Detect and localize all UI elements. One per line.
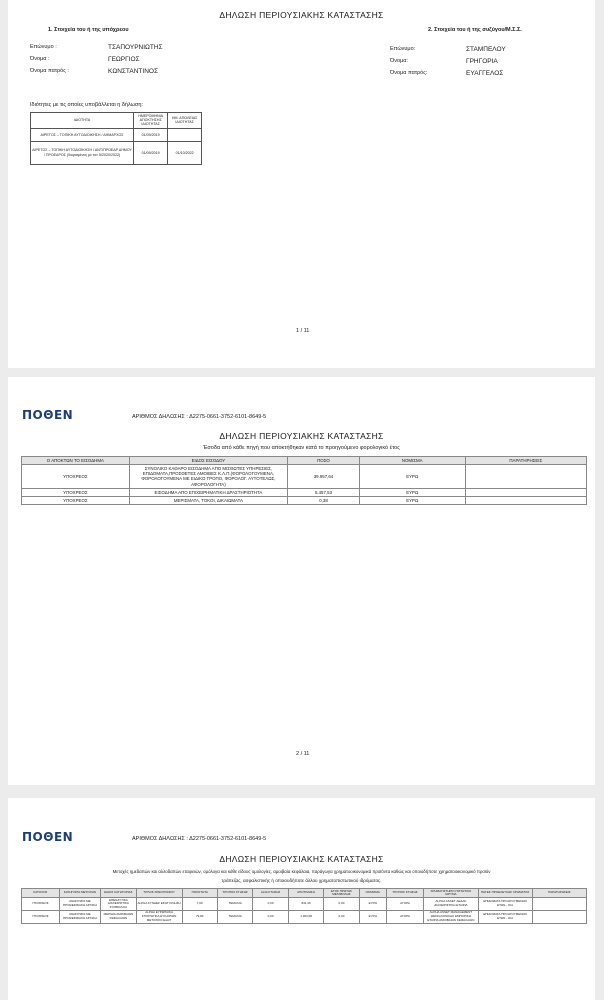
table-cell: ΜΕΡΙΣΜΑΤΑ, ΤΟΚΟΙ, ΔΙΚΑΙΩΜΑΤΑ: [129, 497, 287, 505]
surname-value: ΤΣΑΠΟΥΡΝΙΩΤΗΣ: [108, 43, 163, 51]
securities-subtitle-line-2: τράπεζας, ασφαλιστικής ή οποιουδήποτε άλλου χρηματοπιστωτικού ιδρύματος.: [221, 878, 382, 883]
table-cell: ΕΥΡΩ: [359, 898, 386, 911]
income-table: [21, 456, 587, 505]
table-cell: ΕΠΕΝΔΥΤΙΚΑ ΔΙΑΧΕΙΡΙΣΤΙΚΑ ΣΥΜΒΟΛΑΙΑ: [101, 898, 136, 911]
name-label: Όνομα :: [30, 56, 50, 62]
table-row: [22, 488, 587, 496]
table-cell: ΕΥΡΩ: [359, 497, 465, 505]
page-title: ΔΗΛΩΣΗ ΠΕΡΙΟΥΣΙΑΚΗΣ ΚΑΤΑΣΤΑΣΗΣ: [219, 431, 384, 441]
table-cell: ALPHA ΣΥΝΔΕΣ ΕΣΩΤ ΚΙΝΗΣΗ: [136, 898, 182, 911]
header-first-change-year: ΕΤΟΣ ΠΡΩΤΗΣ ΜΕΤΑΒΟΛΗΣ: [324, 889, 359, 898]
table-cell: 0,38: [288, 497, 360, 505]
table-cell: 841,36: [288, 898, 323, 911]
header-money-source: ΠΗΓΕΣ ΠΡΟΕΛΕΥΣΗΣ ΧΡΗΜΑΤΟΣ: [478, 889, 532, 898]
securities-table: [21, 888, 587, 924]
table-cell: ΕΥΡΩ: [359, 910, 386, 923]
table-cell: ΣΥΝΟΛΙΚΟ ΚΑΘΑΡΟ ΕΙΣΟΔΗΜΑ ΑΠΟ ΜΙΣΘΩΤΕΣ ΥΠΗΡΕΣΙΕΣ, ΕΠΙΔΟΜΑΤΑ,ΠΡΟΣΘΕΤΕΣ ΑΜΟΙΒΕΣ Κ.Λ.Π.(ΦΟΡΟΛΟΓΟΥΜΕΝΑ, ΦΟΡΟΛΟΓΟΥΜΕΝΑ ΜΕ ΕΙΔΙΚΟ ΤΡΟΠΟ, ΦΟΡΟΛΟΓ. ΑΥΤΟΤΕΛΩΣ, ΑΦΟΡΟΛΟΓΗΤΑ): [129, 465, 287, 489]
table-cell: 5.457,53: [288, 488, 360, 496]
table-cell: ΕΙΣΟΔΗΜΑ ΑΠΟ ΕΠΙΧΕΙΡΗΜΑΤΙΚΗ ΔΡΑΣΤΗΡΙΟΤΗΤΑ: [129, 488, 287, 496]
table-cell: [532, 898, 586, 911]
header-exchange-institution: ΧΡΗΜΑΤΙΣΤΗΡΙΟ ΠΙΣΤΩΤΙΚΟ ΙΔΡΥΜΑ: [424, 889, 478, 898]
page-number: 1 / 11: [296, 328, 310, 334]
table-cell: ΑΓΟΡΑ: [386, 898, 424, 911]
page-title: ΔΗΛΩΣΗ ΠΕΡΙΟΥΣΙΑΚΗΣ ΚΑΤΑΣΤΑΣΗΣ: [219, 10, 384, 20]
table-cell: 01/09/2019: [134, 128, 168, 141]
spouse-father-name-value: ΕΥΑΓΓΕΛΟΣ: [466, 69, 504, 77]
table-cell: ΥΠΟΧΡΕΟΣ: [22, 898, 60, 911]
document-page-2: [8, 377, 595, 785]
page-title: ΔΗΛΩΣΗ ΠΕΡΙΟΥΣΙΑΚΗΣ ΚΑΤΑΣΤΑΣΗΣ: [219, 854, 384, 864]
table-cell: ALPHA ASSET MANAGEMENT ΘΕΣΣΑΛΟΝΙΚΗΣ ΕΜΠΟΡΙΚΗ ΕΤΑΙΡΙΑ ΑΜΟΙΒΑΙΩΝ ΚΕΦΑΛΑΙΩΝ: [424, 910, 478, 923]
table-header-row: [22, 889, 587, 898]
pothen-logo: ΠΟΘΕΝ: [22, 830, 74, 844]
table-cell: [465, 488, 586, 496]
header-amount: ΠΟΣΟ: [288, 457, 360, 465]
table-cell: ΕΠΙΔΟΜΑΤΑ ΠΡΟΗΓΟΥΜΕΝΩΝ ΕΤΩΝ - ΟΙΑ: [478, 910, 532, 923]
spouse-name-value: ΓΡΗΓΟΡΙΑ: [466, 57, 498, 65]
table-cell: 0,00: [253, 898, 288, 911]
securities-subtitle-line-1: Μετοχές ημεδαπών και αλλοδαπών εταιρειών, ομόλογα και κάθε είδους ομολογίες, αμοιβαία κεφάλαια, παράγωγα χρηματοοικονομικά προϊόντα καθώς και οποιοδήποτε χρηματοοικονομικό προϊόν: [112, 869, 491, 874]
document-page-1: [8, 0, 595, 368]
section-2-heading: 2. Στοιχεία του ή της συζύγου/Μ.Σ.Σ.: [428, 27, 522, 33]
header-acquisition-mode: ΤΡΟΠΟΣ ΚΤΗΣΗΣ: [386, 889, 424, 898]
header-security-title: ΤΙΤΛΟΣ ΧΡΕΟΓΡΑΦΟΥ: [136, 889, 182, 898]
table-header-row: [31, 113, 202, 129]
header-remarks: ΠΑΡΑΤΗΡΗΣΕΙΣ: [465, 457, 586, 465]
capacities-table: [30, 112, 202, 165]
table-cell: ΥΠΟΧΡΕΟΣ: [22, 465, 130, 489]
father-name-label: Όνομα πατρός :: [30, 68, 69, 74]
table-cell: ALPHA ΕΥΡΩΠΑΙΚΑ ΣΤΡΑΤΗΓΙΚΑ ΕΥΚΑΙΡΙΩΝ ΜΕΤΟΧΙΚΟ ΕΞΩΤ: [136, 910, 182, 923]
spouse-father-name-label: Όνομα πατρός:: [390, 70, 428, 76]
income-subtitle: Έσοδα από κάθε πηγή που αποκτήθηκαν κατά το προηγούμενο φορολογικό έτος: [203, 445, 400, 451]
table-cell: [532, 910, 586, 923]
table-cell: ΜΕΡΙΔΙΑ ΑΜΟΙΒΑΙΩΝ ΚΕΦΑΛΑΙΩΝ: [101, 910, 136, 923]
header-acquisition-method: ΤΡΟΠΟΣ ΚΤΗΣΗΣ: [217, 889, 252, 898]
table-row: [22, 910, 587, 923]
pothen-logo: ΠΟΘΕΝ: [22, 408, 74, 422]
table-row: [31, 141, 202, 164]
name-value: ΓΕΩΡΓΙΟΣ: [108, 55, 140, 63]
capacities-caption: Ιδιότητες με τις οποίες υποβάλλεται η δήλωση:: [30, 102, 143, 108]
table-cell: 0,00: [324, 898, 359, 911]
table-row: [22, 898, 587, 911]
table-cell: ΑΙΡΕΤΟΣ – ΤΟΠΙΚΗ ΑΥΤΟΔΙΟΙΚΗΣΗ / ΑΝΤΙΠΡΟΕΔΡ ΔΗΜΟΥ / ΠΡΟΕΔΡΟΣ (διορισμένος με τον 5/2020/2022): [31, 141, 134, 164]
spouse-fields: [390, 43, 590, 79]
header-valuation: ΑΠΟΤΙΜΗΣΗ: [288, 889, 323, 898]
table-cell: [465, 465, 586, 489]
table-cell: ΥΠΟΧΡΕΟΣ: [22, 910, 60, 923]
header-category-type: ΕΙΔΟΣ ΚΑΤΗΓΟΡΙΑΣ: [101, 889, 136, 898]
table-cell: ΤΕΜΑΧΙΑ: [217, 910, 252, 923]
table-cell: ΕΥΡΩ: [359, 465, 465, 489]
header-holder: ΚΑΤΟΧΟΣ: [22, 889, 60, 898]
table-row: [22, 497, 587, 505]
header-currency: ΝΟΜΙΣΜΑ: [359, 889, 386, 898]
page-number: 2 / 11: [296, 751, 310, 757]
table-cell: ALPHA ASSET ΑΕΔΑΚ ΔΙΑΧΕΙΡΙΣΤΙΚΗ ΕΤΑΙΡΙΑ: [424, 898, 478, 911]
table-cell: 0,00: [324, 910, 359, 923]
surname-label: Επώνυμο :: [30, 44, 57, 50]
spouse-surname-label: Επώνυμο:: [390, 46, 416, 52]
table-cell: 01/10/2022: [168, 141, 202, 164]
table-cell: ΑΓΟΡΑ: [386, 910, 424, 923]
table-cell: [168, 128, 202, 141]
table-cell: 7,00: [182, 898, 217, 911]
header-currency: ΝΟΜΙΣΜΑ: [359, 457, 465, 465]
table-cell: ΤΕΜΑΧΙΑ: [217, 898, 252, 911]
declaration-number: ΑΡΙΘΜΟΣ ΔΗΛΩΣΗΣ : Δ2275-0661-3752-6101-8649-5: [132, 836, 267, 842]
table-cell: 79,83: [182, 910, 217, 923]
table-cell: ΥΠΟΧΡΕΟΣ: [22, 497, 130, 505]
spouse-surname-value: ΣΤΑΜΠΕΛΟΥ: [466, 45, 506, 53]
table-cell: ΑΙΡΕΤΟΣ – ΤΟΠΙΚΗ ΑΥΤΟΔΙΟΙΚΗΣΗ / ΔΗΜΑΡΧΟΣ: [31, 128, 134, 141]
table-cell: 39.957,64: [288, 465, 360, 489]
header-acquisition-value: ΑΞΙΑ ΚΤΗΣΗΣ: [253, 889, 288, 898]
table-row: [22, 465, 587, 489]
table-cell: ΑΝΩΝΥΜΟΙ ΜΕ ΠΡΟΘΕΣΜΙΑΚΗ ΑΡΧΙΚΗ: [59, 910, 101, 923]
table-cell: ΕΠΙΔΟΜΑΤΑ ΠΡΟΗΓΟΥΜΕΝΩΝ ΕΤΩΝ - ΟΙΑ: [478, 898, 532, 911]
header-capacity: ΙΔΙΟΤΗΤΑ: [31, 113, 134, 129]
table-row: [31, 128, 202, 141]
table-cell: [465, 497, 586, 505]
header-quantity: ΠΟΣΟΤΗΤΑ: [182, 889, 217, 898]
header-income-type: ΕΙΔΟΣ ΕΙΣΟΔΟΥ: [129, 457, 287, 465]
header-acquisition-date: ΗΜΕΡΟΜΗΝΙΑ ΑΠΟΚΤΗΣΗΣ ΙΔΙΟΤΗΤΑΣ: [134, 113, 168, 129]
declaration-number: ΑΡΙΘΜΟΣ ΔΗΛΩΣΗΣ : Δ2275-0661-3752-6101-8649-5: [132, 414, 267, 420]
father-name-value: ΚΩΝΣΤΑΝΤΙΝΟΣ: [108, 67, 158, 75]
table-cell: 1.303,68: [288, 910, 323, 923]
header-loss-date: ΗΜ. ΑΠΩΛΕΙΑΣ ΙΔΙΟΤΗΤΑΣ: [168, 113, 202, 129]
section-1-heading: 1. Στοιχεία του ή της υπόχρεου: [48, 27, 129, 33]
table-cell: ΑΝΩΝΥΜΟΙ ΜΕ ΠΡΟΘΕΣΜΙΑΚΗ ΑΡΧΙΚΗ: [59, 898, 101, 911]
table-cell: ΥΠΟΧΡΕΟΣ: [22, 488, 130, 496]
table-cell: 0,00: [253, 910, 288, 923]
header-earner: Ο ΑΠΟΚΤΩΝ ΤΟ ΕΙΣΟΔΗΜΑ: [22, 457, 130, 465]
document-page-3: [8, 798, 595, 1000]
header-remarks: ΠΑΡΑΤΗΡΗΣΕΙΣ: [532, 889, 586, 898]
declarant-fields: [30, 41, 260, 77]
table-header-row: [22, 457, 587, 465]
table-cell: 01/09/2019: [134, 141, 168, 164]
table-cell: ΕΥΡΩ: [359, 488, 465, 496]
spouse-name-label: Όνομα:: [390, 58, 408, 64]
header-share-category: ΚΑΤΗΓΟΡΙΑ ΜΕΤΟΧΩΝ: [59, 889, 101, 898]
